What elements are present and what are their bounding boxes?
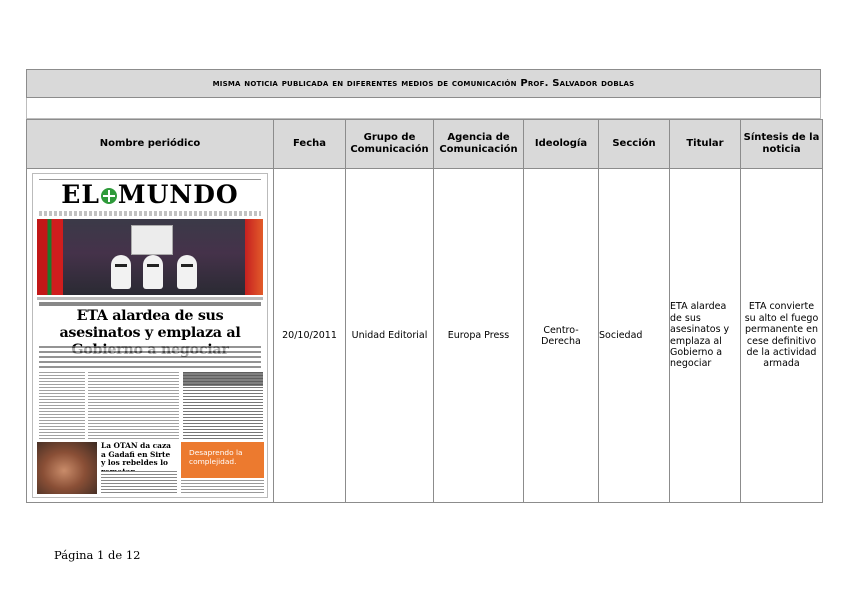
header-group: Grupo de Comunicación <box>346 120 434 169</box>
spacer-row <box>26 98 821 119</box>
cell-synthesis: ETA convierte su alto el fuego permanente en cese definitivo de la actividad armada <box>741 169 823 503</box>
header-date: Fecha <box>274 120 346 169</box>
secondary-photo <box>37 442 97 494</box>
cell-group: Unidad Editorial <box>346 169 434 503</box>
header-headline: Titular <box>670 120 741 169</box>
header-row <box>27 120 823 169</box>
news-table <box>26 119 823 503</box>
document-banner <box>26 69 821 98</box>
banner-title: misma noticia publicada en diferentes medios de comunicación Prof. Salvador doblas <box>212 78 635 89</box>
newspaper-cell <box>27 169 274 503</box>
cell-section: Sociedad <box>599 169 670 503</box>
header-ideology: Ideología <box>524 120 599 169</box>
newspaper-masthead: EL MUNDO <box>61 180 239 209</box>
cell-date: 20/10/2011 <box>274 169 346 503</box>
page-number: Página 1 de 12 <box>54 548 141 562</box>
advertisement: Desaprendo la complejidad. <box>181 442 264 478</box>
globe-icon <box>101 188 117 204</box>
header-synthesis: Síntesis de la noticia <box>741 120 823 169</box>
cell-ideology: Centro-Derecha <box>524 169 599 503</box>
header-newspaper: Nombre periódico <box>27 120 274 169</box>
secondary-headline: La OTAN da caza a Gadafi en Sirte y los rebeldes lo <box>101 441 171 468</box>
header-agency: Agencia de Comunicación <box>434 120 524 169</box>
front-page-photo <box>37 219 263 295</box>
newspaper-headline: ETA alardea de sus asesinatos y emplaza al <box>59 308 241 341</box>
header-section: Sección <box>599 120 670 169</box>
table-row <box>27 169 823 503</box>
cell-headline: ETA alardea de sus asesinatos y emplaza al Gobierno a negociar <box>670 169 741 503</box>
newspaper-front-page-image <box>32 173 268 498</box>
cell-agency: Europa Press <box>434 169 524 503</box>
